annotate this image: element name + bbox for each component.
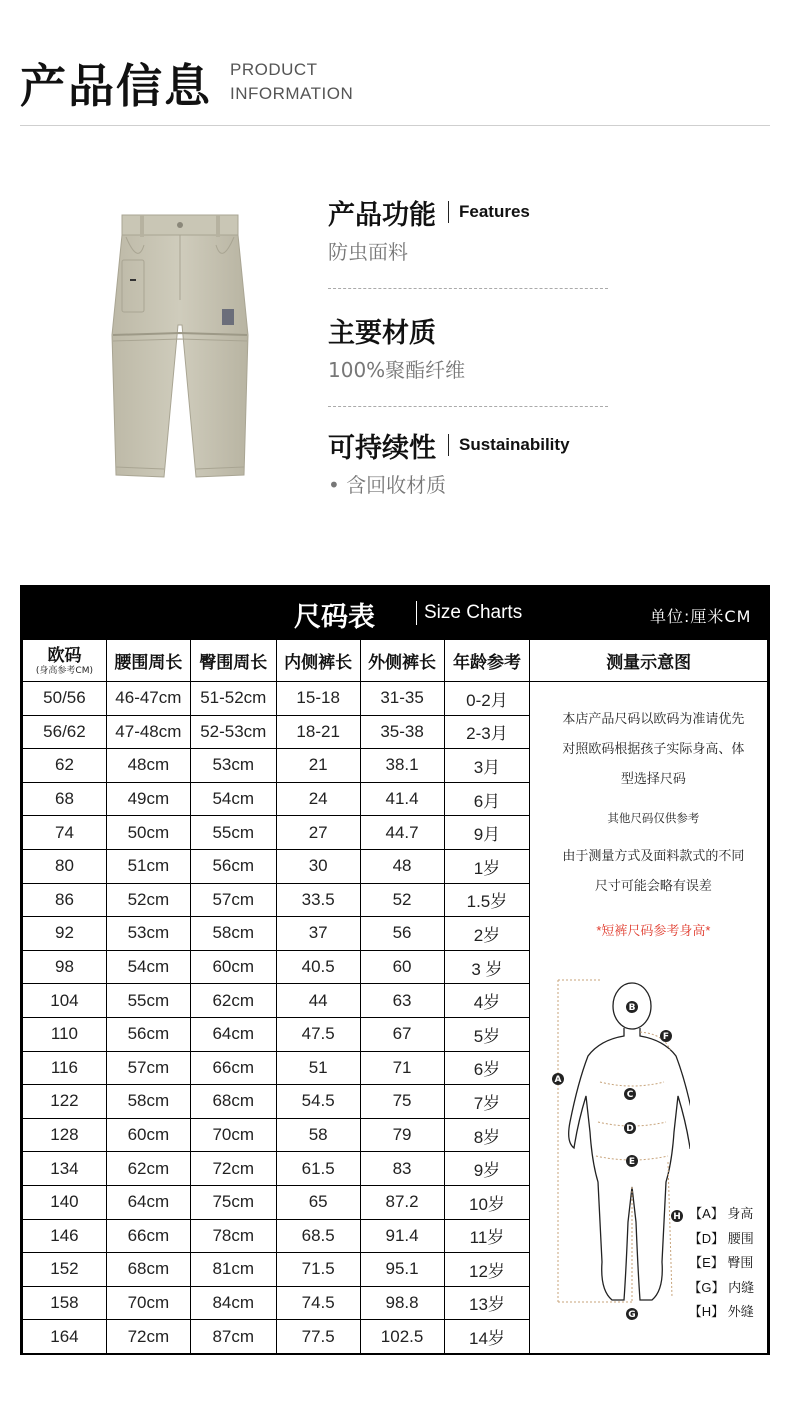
cell-eu-size: 140 [23,1185,107,1219]
cell-hip: 52-53cm [190,715,276,749]
cell-outseam: 102.5 [360,1320,444,1354]
cell-age: 8岁 [444,1118,530,1152]
column-header-diagram: 测量示意图 [530,640,768,682]
table-row [23,682,768,716]
size-chart-title-en: Size Charts [424,602,523,623]
cell-waist: 55cm [106,984,190,1018]
cell-outseam: 48 [360,849,444,883]
legend-item-height: 【A】 身高 [689,1206,754,1221]
cell-outseam: 87.2 [360,1185,444,1219]
cell-age: 12岁 [444,1253,530,1287]
page-title-en-line1: PRODUCT [230,60,318,79]
cell-age: 3月 [444,749,530,783]
feature-value: • 含回收材质 [328,473,447,497]
cell-age: 9岁 [444,1152,530,1186]
cell-inseam: 37 [276,917,360,951]
cell-outseam: 31-35 [360,682,444,716]
dashed-divider [328,406,608,407]
cell-waist: 53cm [106,917,190,951]
cell-waist: 51cm [106,849,190,883]
cell-eu-size: 152 [23,1253,107,1287]
svg-text:D: D [626,1124,635,1134]
cell-eu-size: 104 [23,984,107,1018]
cell-eu-size: 116 [23,1051,107,1085]
cell-waist: 47-48cm [106,715,190,749]
svg-text:E: E [629,1157,636,1167]
cell-eu-size: 56/62 [23,715,107,749]
legend-item-outseam: 【H】 外缝 [688,1304,754,1319]
cell-eu-size: 62 [23,749,107,783]
cell-waist: 68cm [106,1253,190,1287]
svg-text:A: A [554,1075,562,1085]
cell-hip: 62cm [190,984,276,1018]
cell-outseam: 44.7 [360,816,444,850]
cell-age: 14岁 [444,1320,530,1354]
cell-outseam: 95.1 [360,1253,444,1287]
cell-hip: 60cm [190,950,276,984]
column-header-eu-size [23,640,107,682]
feature-block-function [328,194,618,265]
cell-waist: 54cm [106,950,190,984]
cell-outseam: 41.4 [360,782,444,816]
cell-eu-size: 86 [23,883,107,917]
cell-outseam: 79 [360,1118,444,1152]
svg-text:G: G [628,1310,637,1320]
cell-eu-size: 158 [23,1286,107,1320]
cell-eu-size: 80 [23,849,107,883]
feature-title: 主要材质 [328,317,436,349]
cell-hip: 53cm [190,749,276,783]
cell-hip: 81cm [190,1253,276,1287]
cell-hip: 55cm [190,816,276,850]
svg-text:B: B [628,1003,636,1013]
dashed-divider [328,288,608,289]
cell-eu-size: 98 [23,950,107,984]
cell-eu-size: 110 [23,1017,107,1051]
body-measurement-diagram [540,972,690,1322]
cell-eu-size: 134 [23,1152,107,1186]
column-header-hip: 臀围周长 [190,640,276,682]
cell-hip: 56cm [190,849,276,883]
feature-block-material [328,312,618,383]
size-chart-unit: 单位:厘米CM [650,607,752,626]
note-shorts-height: *短裤尺码参考身高* [596,923,711,938]
feature-value: 100%聚酯纤维 [328,358,466,382]
note-line: 本店产品尺码以欧码为准请优先 [562,711,745,726]
size-chart-header [22,587,768,639]
cell-age: 2岁 [444,917,530,951]
cell-outseam: 75 [360,1085,444,1119]
feature-divider [448,201,449,223]
cell-hip: 70cm [190,1118,276,1152]
cell-outseam: 71 [360,1051,444,1085]
cell-inseam: 15-18 [276,682,360,716]
note-line: 对照欧码根据孩子实际身高、体 [562,741,745,756]
cell-waist: 46-47cm [106,682,190,716]
cell-waist: 58cm [106,1085,190,1119]
cell-inseam: 30 [276,849,360,883]
feature-title-en: Sustainability [459,435,570,454]
cell-inseam: 44 [276,984,360,1018]
cell-age: 9月 [444,816,530,850]
cell-inseam: 77.5 [276,1320,360,1354]
cell-hip: 68cm [190,1085,276,1119]
column-header-sub: (身高参考CM) [35,665,93,676]
column-header-waist: 腰围周长 [106,640,190,682]
cell-inseam: 33.5 [276,883,360,917]
cell-age: 6月 [444,782,530,816]
cell-eu-size: 74 [23,816,107,850]
size-chart-title-divider [416,601,417,625]
cell-inseam: 68.5 [276,1219,360,1253]
cell-waist: 60cm [106,1118,190,1152]
cell-waist: 50cm [106,816,190,850]
cell-outseam: 56 [360,917,444,951]
cell-age: 7岁 [444,1085,530,1119]
cell-hip: 66cm [190,1051,276,1085]
feature-block-sustainability [328,427,618,498]
cell-waist: 57cm [106,1051,190,1085]
cell-inseam: 18-21 [276,715,360,749]
cell-inseam: 61.5 [276,1152,360,1186]
cell-hip: 57cm [190,883,276,917]
cell-inseam: 58 [276,1118,360,1152]
size-table [22,639,768,1354]
table-header-row [23,640,768,682]
cell-outseam: 91.4 [360,1219,444,1253]
cell-outseam: 38.1 [360,749,444,783]
cell-outseam: 52 [360,883,444,917]
cell-age: 6岁 [444,1051,530,1085]
column-header-label: 欧码 [47,645,82,666]
cell-inseam: 21 [276,749,360,783]
cell-waist: 56cm [106,1017,190,1051]
cell-age: 11岁 [444,1219,530,1253]
legend-item-waist: 【D】 腰围 [688,1230,754,1246]
page-title-en [230,58,353,106]
cell-eu-size: 164 [23,1320,107,1354]
cell-inseam: 27 [276,816,360,850]
cell-eu-size: 146 [23,1219,107,1253]
cell-age: 2-3月 [444,715,530,749]
cell-age: 4岁 [444,984,530,1018]
cell-eu-size: 68 [23,782,107,816]
cell-age: 1.5岁 [444,883,530,917]
cell-outseam: 60 [360,950,444,984]
cell-inseam: 71.5 [276,1253,360,1287]
cell-inseam: 24 [276,782,360,816]
cell-hip: 64cm [190,1017,276,1051]
cell-inseam: 51 [276,1051,360,1085]
note-measurement-error [546,841,760,901]
cell-hip: 58cm [190,917,276,951]
cell-age: 13岁 [444,1286,530,1320]
cell-inseam: 74.5 [276,1286,360,1320]
cell-hip: 87cm [190,1320,276,1354]
cell-outseam: 83 [360,1152,444,1186]
cell-age: 0-2月 [444,682,530,716]
cell-eu-size: 122 [23,1085,107,1119]
cell-age: 3 岁 [444,950,530,984]
note-line: 型选择尺码 [620,771,686,786]
page-title: 产品信息 [20,59,212,113]
product-image-pants [100,205,260,490]
cell-eu-size: 128 [23,1118,107,1152]
column-header-outseam: 外侧裤长 [360,640,444,682]
cell-hip: 78cm [190,1219,276,1253]
cell-inseam: 47.5 [276,1017,360,1051]
cell-waist: 64cm [106,1185,190,1219]
svg-text:H: H [673,1212,682,1222]
note-line: 由于测量方式及面料款式的不同 [562,848,745,863]
cell-outseam: 98.8 [360,1286,444,1320]
size-chart-title: 尺码表 [294,602,375,633]
cell-hip: 75cm [190,1185,276,1219]
size-chart [20,585,770,1355]
cell-waist: 49cm [106,782,190,816]
cell-waist: 62cm [106,1152,190,1186]
column-header-age: 年龄参考 [444,640,530,682]
measurement-notes-cell [530,682,768,1354]
cell-waist: 48cm [106,749,190,783]
cell-inseam: 40.5 [276,950,360,984]
cell-hip: 54cm [190,782,276,816]
cell-age: 5岁 [444,1017,530,1051]
diagram-legend [688,1202,754,1325]
feature-divider [448,434,449,456]
feature-title: 产品功能 [328,199,436,231]
note-line: 尺寸可能会略有误差 [594,878,712,893]
cell-hip: 84cm [190,1286,276,1320]
legend-item-inseam: 【G】 内缝 [688,1279,755,1295]
svg-text:F: F [663,1032,670,1042]
cell-waist: 72cm [106,1320,190,1354]
cell-outseam: 35-38 [360,715,444,749]
feature-value: 防虫面料 [328,240,408,264]
legend-item-hip: 【E】 臀围 [689,1255,754,1270]
column-header-inseam: 内侧裤长 [276,640,360,682]
cell-age: 1岁 [444,849,530,883]
cell-eu-size: 50/56 [23,682,107,716]
feature-title-en: Features [459,202,530,221]
note-other-sizes: 其他尺码仅供参考 [607,813,700,825]
cell-hip: 51-52cm [190,682,276,716]
note-size-priority [546,704,760,794]
cell-eu-size: 92 [23,917,107,951]
cell-waist: 66cm [106,1219,190,1253]
header-divider [20,125,770,126]
cell-age: 10岁 [444,1185,530,1219]
feature-title: 可持续性 [328,432,436,464]
page-title-en-line2: INFORMATION [230,84,354,103]
cell-hip: 72cm [190,1152,276,1186]
cell-outseam: 63 [360,984,444,1018]
cell-outseam: 67 [360,1017,444,1051]
cell-inseam: 54.5 [276,1085,360,1119]
cell-waist: 52cm [106,883,190,917]
cell-waist: 70cm [106,1286,190,1320]
cell-inseam: 65 [276,1185,360,1219]
svg-text:C: C [627,1090,634,1100]
